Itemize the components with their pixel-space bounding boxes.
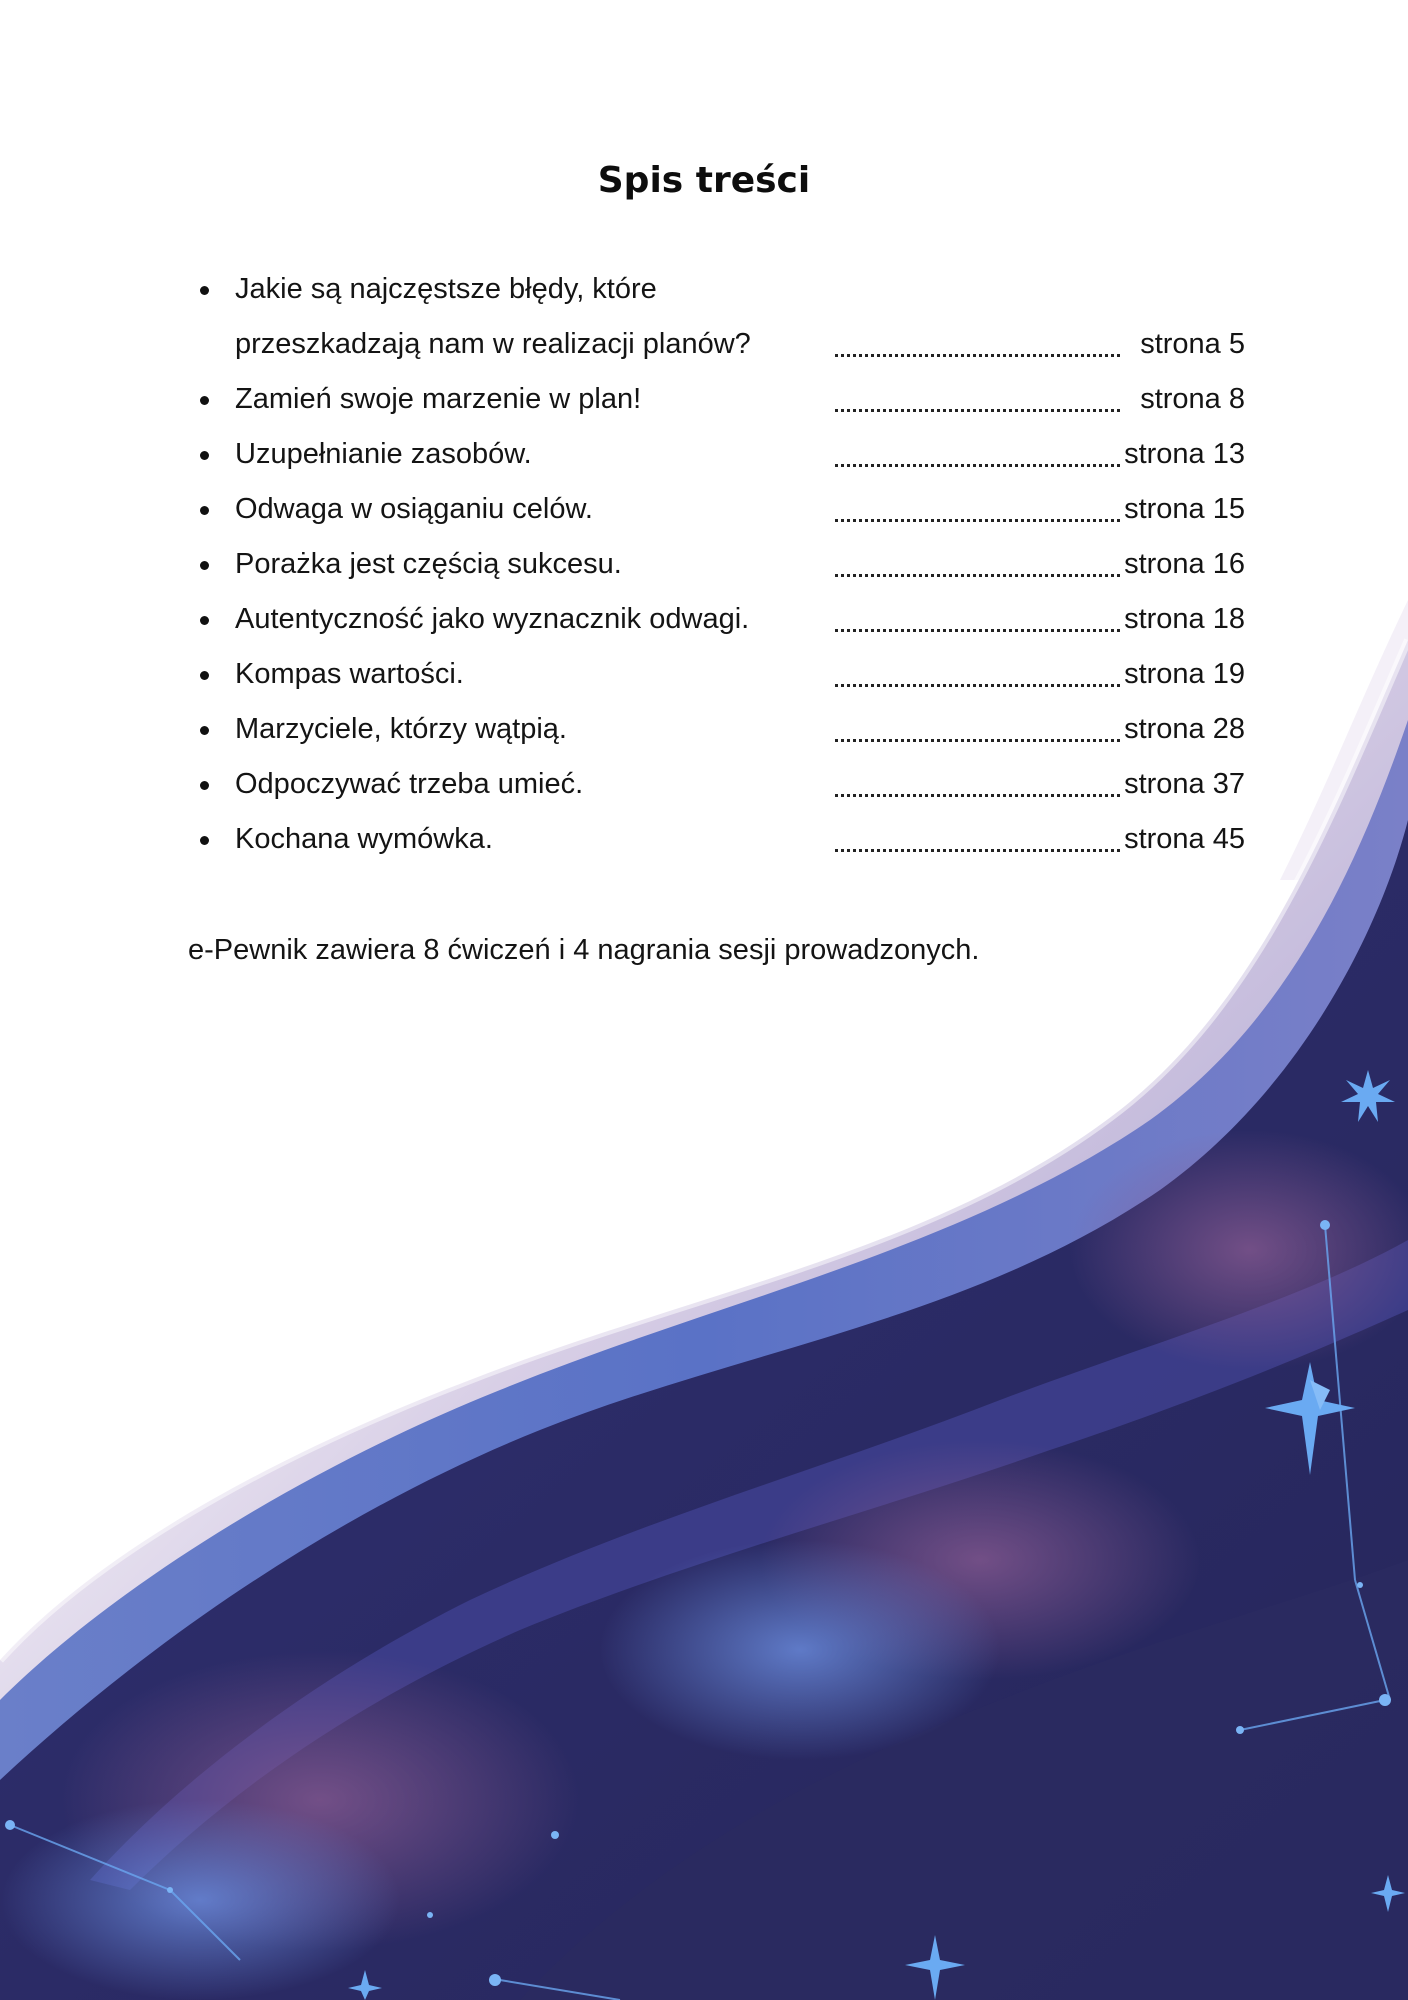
bullet-icon — [200, 451, 209, 460]
toc-entry[interactable] — [200, 702, 1245, 757]
bullet-icon — [200, 726, 209, 735]
toc-entry-title: Autentyczność jako wyznacznik odwagi. — [235, 603, 750, 635]
toc-entry-title: Zamień swoje marzenie w plan! — [235, 383, 642, 415]
bullet-icon — [200, 506, 209, 515]
bullet-icon — [200, 671, 209, 680]
dotted-leader — [835, 537, 1120, 592]
bullet-icon — [200, 616, 209, 625]
toc-entry-title: Porażka jest częścią sukcesu. — [235, 548, 622, 580]
dotted-leader — [835, 317, 1120, 372]
bullet-icon — [200, 836, 209, 845]
toc-page-ref: strona 13 — [1124, 438, 1245, 470]
toc-entry-title: Odwaga w osiąganiu celów. — [235, 493, 593, 525]
toc-page-ref: strona 45 — [1124, 823, 1245, 855]
table-of-contents — [200, 262, 1245, 867]
toc-entry[interactable] — [200, 592, 1245, 647]
dotted-leader — [835, 702, 1120, 757]
toc-page-ref: strona 16 — [1124, 548, 1245, 580]
toc-entry[interactable] — [200, 647, 1245, 702]
dotted-leader — [835, 757, 1120, 812]
toc-entry-title: Kochana wymówka. — [235, 823, 493, 855]
toc-entry[interactable] — [200, 537, 1245, 592]
dotted-leader — [835, 427, 1120, 482]
bullet-icon — [200, 781, 209, 790]
toc-page-ref: strona 18 — [1124, 603, 1245, 635]
ebook-contents-note: e-Pewnik zawiera 8 ćwiczeń i 4 nagrania sesji prowadzonych. — [188, 934, 980, 966]
dotted-leader — [835, 372, 1120, 427]
toc-page-ref: strona 15 — [1124, 493, 1245, 525]
bullet-icon — [200, 286, 209, 295]
toc-entry[interactable] — [200, 812, 1245, 867]
dotted-leader — [835, 647, 1120, 702]
toc-entry-title: Kompas wartości. — [235, 658, 464, 690]
toc-entry[interactable] — [200, 262, 1245, 372]
toc-page-ref: strona 37 — [1124, 768, 1245, 800]
toc-entry-title: Odpoczywać trzeba umieć. — [235, 768, 584, 800]
toc-entry[interactable] — [200, 372, 1245, 427]
toc-page-ref: strona 5 — [1140, 328, 1245, 360]
toc-entry-title: Jakie są najczęstsze błędy, które — [235, 273, 657, 305]
toc-page-ref: strona 8 — [1140, 383, 1245, 415]
dotted-leader — [835, 482, 1120, 537]
bullet-icon — [200, 396, 209, 405]
toc-entry-title: Uzupełnianie zasobów. — [235, 438, 532, 470]
dotted-leader — [835, 812, 1120, 867]
toc-page-ref: strona 28 — [1124, 713, 1245, 745]
toc-entry[interactable] — [200, 757, 1245, 812]
dotted-leader — [835, 592, 1120, 647]
toc-entry[interactable] — [200, 427, 1245, 482]
toc-entry-title-continued: przeszkadzają nam w realizacji planów? — [235, 328, 751, 360]
toc-entry[interactable] — [200, 482, 1245, 537]
toc-entry-title: Marzyciele, którzy wątpią. — [235, 713, 567, 745]
page-title: Spis treści — [597, 160, 811, 201]
bullet-icon — [200, 561, 209, 570]
toc-page-ref: strona 19 — [1124, 658, 1245, 690]
